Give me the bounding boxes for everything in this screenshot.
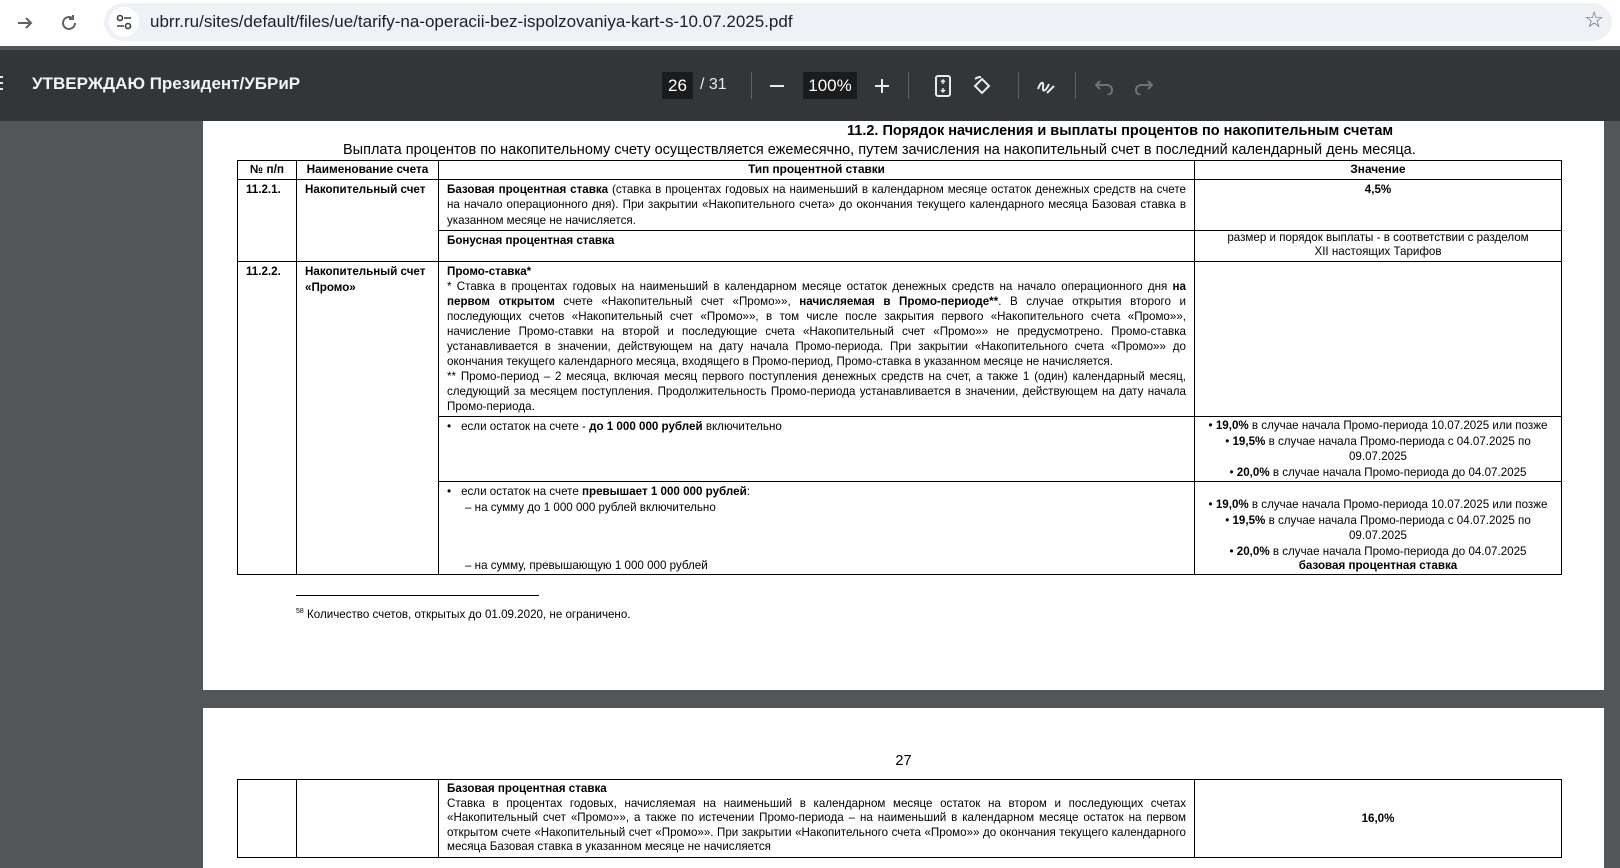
page-number-input[interactable]: 26 (662, 72, 693, 99)
row-account-name: Накопительный счет «Промо» (297, 262, 439, 575)
header-value: Значение (1195, 161, 1562, 180)
reload-button[interactable] (54, 8, 84, 38)
page-total: / 31 (700, 76, 727, 93)
toolbar-divider (1075, 72, 1076, 99)
rates-table-continued (237, 779, 1562, 858)
tier1-value-line: • 19,0% в случае начала Промо-периода 10.07.2025 или позже (1208, 419, 1548, 432)
promo-period-description: ** Промо-период – 2 месяца, включая месяц первого поступления денежных средств на счет, а также 1 (один) календарный месяц, следующий за месяцем поступления. Продолжительность Промо-периода устанавливается в значении, действующем на дату начала Промо-периода. (447, 370, 1186, 413)
promo-rate-cell (439, 262, 1195, 417)
table-row (238, 179, 1562, 231)
table-header-row (238, 161, 1562, 180)
tier2-value-line: • 19,5% в случае начала Промо-периода с 04.07.2025 по 09.07.2025 (1225, 513, 1531, 542)
forward-button[interactable] (10, 8, 40, 38)
rates-table (237, 160, 1562, 575)
pdf-toolbar (0, 50, 1620, 121)
tune-icon (115, 13, 133, 31)
table-row (238, 262, 1562, 417)
promo-base-rate-value: 16,0% (1195, 780, 1562, 858)
tier2-sub-2: – на сумму, превышающую 1 000 000 рублей (465, 558, 708, 572)
header-num: № п/п (238, 161, 297, 180)
tier1-values (1195, 417, 1562, 482)
header-type: Тип процентной ставки (439, 161, 1195, 180)
annotate-button[interactable] (1030, 70, 1062, 102)
arrow-right-icon (15, 13, 35, 33)
tier2-values (1195, 482, 1562, 575)
tier2-value-line: • 19,0% в случае начала Промо-периода 10.07.2025 или позже (1208, 498, 1548, 511)
table-row (238, 780, 1562, 858)
zoom-out-button[interactable] (761, 70, 793, 102)
tier2-condition: • если остаток на счете превышает 1 000 000 рублей: – на сумму до 1 000 000 рублей включительно – на сумму, превышающую 1 000 000 рублей (439, 482, 1195, 575)
promo-base-rate-label: Базовая процентная ставка (447, 782, 607, 795)
fit-to-page-icon (934, 75, 952, 97)
url-text[interactable]: ubrr.ru/sites/default/files/ue/tarify-na-operacii-bez-ispolzovaniya-kart-s-10.07.2025.pdf (150, 12, 793, 31)
rotate-button[interactable] (966, 70, 998, 102)
promo-rate-label: Промо-ставка* (447, 265, 532, 278)
omnibox[interactable] (104, 3, 1612, 41)
zoom-in-button[interactable] (866, 70, 898, 102)
tier2-sub-1: – на сумму до 1 000 000 рублей включительно (465, 500, 716, 514)
promo-base-rate-text: Ставка в процентах годовых, начисляемая на наименьший в календарном месяце остаток на втором и последующих счетах «Накопительный счет «Промо»», а также по истечении Промо-периода – на наименьший в календарном месяце остаток на первом открытом счете «Накопительный счет «Промо»». При закрытии «Накопительного счета «Промо»» до окончания текущего календарного месяца Базовая ставка в указанном месяце не начисляется (447, 796, 1186, 853)
fit-page-button[interactable] (927, 70, 959, 102)
toolbar-divider (751, 72, 752, 99)
redo-icon (1134, 77, 1154, 95)
base-rate-cell (439, 179, 1195, 231)
toolbar-divider (1018, 72, 1019, 99)
page-number: 27 (895, 753, 912, 769)
section-subtitle: Выплата процентов по накопительному счету осуществляется ежемесячно, путем зачисления на накопительный счет в последний календарный день месяца. (343, 142, 1416, 158)
footnote-divider (296, 595, 539, 596)
menu-icon[interactable] (0, 76, 4, 94)
tier2-value-line: • 20,0% в случае начала Промо-периода до 04.07.2025 (1229, 544, 1527, 558)
promo-rate-description: * Ставка в процентах годовых на наименьший в календарном месяце остаток денежных средств на начало операционного дня на первом открытом счете «Накопительный счет «Промо»», начисляемая в Промо-периоде**. В случае открытия второго и последующих счетов «Накопительный счет «Промо»», в том числе после закрытия первого «Накопительного счета «Промо»», начисление Промо-ставки на второй и последующие счета «Накопительный счет «Промо»» не предусмотрено. Промо-ставка устанавливается в значении, действующем на дату начала Промо-периода. При закрытии «Накопительного счета «Промо»» до окончания текущего календарного месяца, входящего в Промо-период, Промо-ставка в указанном месяце не начисляется. (447, 280, 1186, 368)
promo-base-rate-cell (439, 780, 1195, 858)
base-rate-text: (ставка в процентах годовых на наименьший в календарном месяце остаток денежных средств на счете на начало операционного дня). При закрытии «Накопительного счета» до окончания текущего календарного месяца Базовая ставка в указанном месяце не начисляется. (447, 182, 1186, 227)
undo-icon (1094, 77, 1114, 95)
minus-icon (769, 78, 785, 94)
tier1-value-line: • 19,5% в случае начала Промо-периода с 04.07.2025 по 09.07.2025 (1225, 434, 1531, 463)
empty-cell (238, 780, 297, 858)
draw-icon (1035, 75, 1057, 97)
base-rate-label: Базовая процентная ставка (447, 182, 609, 196)
header-name: Наименование счета (297, 161, 439, 180)
plus-icon (874, 78, 890, 94)
redo-button[interactable] (1128, 70, 1160, 102)
pdf-page-27 (203, 708, 1604, 868)
row-num: 11.2.2. (238, 262, 297, 575)
empty-cell (297, 780, 439, 858)
zoom-input[interactable]: 100% (803, 72, 857, 99)
bonus-rate-label: Бонусная процентная ставка (439, 231, 1195, 262)
bonus-rate-value: размер и порядок выплаты - в соответствии с разделом XII настоящих Тарифов (1195, 231, 1562, 262)
browser-address-bar (0, 0, 1620, 46)
bookmark-star-icon[interactable]: ☆ (1584, 7, 1604, 32)
base-rate-value: 4,5% (1195, 179, 1562, 231)
reload-icon (59, 13, 79, 33)
empty-cell (1195, 262, 1562, 417)
document-title: УТВЕРЖДАЮ Президент/УБРиР (32, 74, 301, 93)
site-info-button[interactable] (109, 7, 139, 37)
rotate-icon (971, 75, 993, 97)
row-account-name: Накопительный счет (297, 179, 439, 262)
tier2-base-rate: базовая процентная ставка (1298, 558, 1458, 572)
toolbar-divider (908, 72, 909, 99)
undo-button[interactable] (1088, 70, 1120, 102)
tier1-condition: • если остаток на счете - до 1 000 000 рублей включительно (439, 417, 1195, 482)
footnote: $^{58}$ Количество счетов, открытых до 01.09.2020, не ограничено. (296, 607, 631, 621)
pdf-page-26: 11.2. Порядок начисления и выплаты процентов по накопительным счетам Выплата процентов по накопительному счету осуществляется ежемесячно, путем зачисления на накопительный счет в последний календарный день месяца. № п/п Наименование счета Тип процентной ставки Значение 11.2.1. Накопительный счет Базовая процентная ставка (ставка в процентах годовых на наименьший в календарном месяце остаток денежных средств на счете на начало операционного дня). При закрытии «Накопительного счета» до окончания текущего календарного месяца Базовая ставка в указанном месяце не начисляется. 4,5% Бонусная процентная ставка размер и порядок выплаты - в соответствии с разделом XII настоящих Тарифов 11.2.2. Накопительный счет «Промо» Промо-ставка* * Ставка в процентах годовых на наименьший в календарном месяце остаток денежных средств на начало операционного дня на первом открытом счете «Накопительный счет «Промо»», начисляемая в Промо-периоде**. В случае открытия второго и последующих счетов «Накопительный счет «Промо»», в том числе после закрытия первого «Накопительного счета «Промо»», начисление Промо-ставки на второй и последующие счета «Накопительный счет «Промо»» не предусмотрено. Промо-ставка устанавливается в значении, действующем на дату начала Промо-периода. При закрытии «Накопительного счета «Промо»» до окончания текущего календарного месяца, входящего в Промо-период, Промо-ставка в указанном месяце не начисляется. ** Промо-период – 2 месяца, включая месяц первого поступления денежных средств на счет, а также 1 (один) календарный месяц, следующий за месяцем поступления. Продолжительность Промо-периода устанавливается в значении, действующем на дату начала Промо-периода. • если остаток на счете - до 1 000 000 рублей включительно • 19,0% в случае начала Промо-периода 10.07.2025 или позже • 19,5% в случае начала Промо-периода с 04.07.2025 по 09.07.2025 • 20,0% в случае начала Промо-периода до 04.07.2025 • если остаток на счете превышает 1 000 000 рублей: – на сумму до 1 000 000 рублей включительно – на сумму, превышающую 1 000 000 рублей • 19,0% в случае начала Промо-периода 10.07.2025 или позже • 19,5% в случае начала Промо-периода с 04.07.2025 по 09.07.2025 • 20,0% в случае начала Промо-периода до 04.07.2025 базовая процентная ставка $^{58}$ Количество счетов, открытых до 01.09.2020, не ограничено. (203, 121, 1604, 690)
row-num: 11.2.1. (238, 179, 297, 262)
tier1-value-line: • 20,0% в случае начала Промо-периода до 04.07.2025 (1229, 465, 1527, 479)
